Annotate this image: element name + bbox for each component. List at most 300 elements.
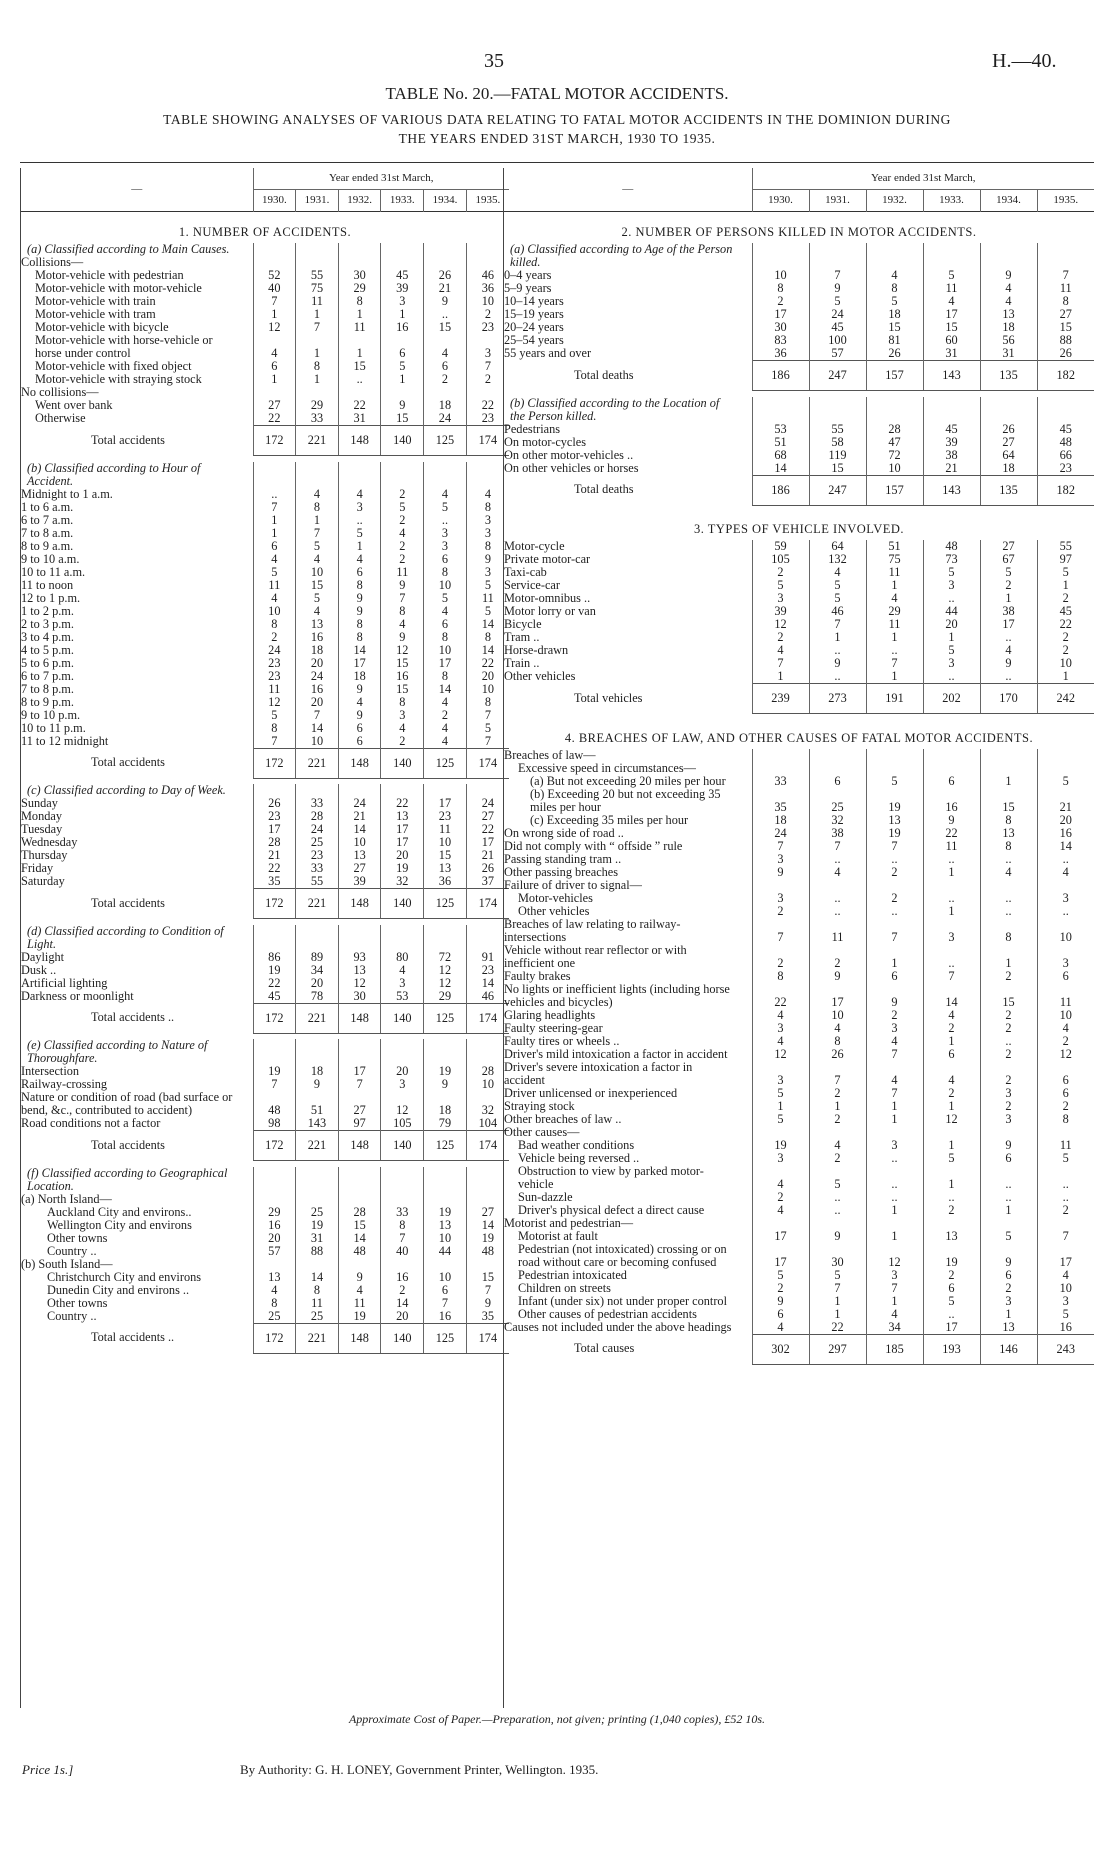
row-label: 5–9 years [504,282,552,295]
value-cell: 3 [752,1152,809,1165]
value-cell [424,1258,467,1271]
value-cell: 10 [296,566,339,579]
value-cell: 48 [466,1245,509,1258]
row-label: 9 to 10 p.m. [21,708,81,722]
leader-cell [235,243,253,256]
value-cell: 1 [980,1204,1037,1217]
leader-cell [235,889,253,919]
value-cell: 14 [466,644,509,657]
value-cell: 4 [923,295,980,308]
value-cell: 28 [296,810,339,823]
leader-cell [235,836,253,849]
value-cell: 1 [866,1204,923,1217]
value-cell: 9 [752,866,809,879]
table-row [21,295,509,308]
value-cell [296,256,339,269]
value-cell: 16 [424,1310,467,1324]
subsection-heading [21,1039,509,1065]
value-cell: 25 [253,1310,296,1324]
value-cell: 2 [809,1152,866,1165]
value-cell: 4 [253,334,296,360]
value-cell: 2 [980,970,1037,983]
section-heading [504,214,1094,243]
value-cell: 1 [809,1295,866,1308]
row-label: (a) Classified according to Age of the Person killed. [510,243,733,269]
value-cell: 21 [424,282,467,295]
row-label: Motor-vehicle with tram [35,308,156,321]
value-cell: 12 [253,696,296,709]
value-cell: 16 [1037,827,1094,840]
row-label: Saturday [21,875,65,888]
value-cell: 2 [866,1009,923,1022]
leader-cell [734,1087,752,1100]
value-cell: 1 [253,514,296,527]
value-cell: 10 [1037,1009,1094,1022]
table-row [21,797,509,810]
leader-cell [734,1334,752,1364]
group-label-row [504,749,1094,762]
value-cell: 19 [466,1232,509,1245]
value-cell: 19 [296,1219,339,1232]
value-cell: 8 [296,501,339,514]
leader-cell [235,592,253,605]
value-cell: 2 [1037,1035,1094,1048]
value-cell: 1 [866,1113,923,1126]
leader-cell [734,1165,752,1191]
leader-cell [734,970,752,983]
value-cell: 7 [338,1078,381,1091]
value-cell: 79 [424,1117,467,1131]
leader-cell [734,1230,752,1243]
value-cell: .. [866,1165,923,1191]
total-row [21,1131,509,1161]
leader-cell [235,501,253,514]
value-cell: 8 [1037,295,1094,308]
value-cell: 1 [296,308,339,321]
value-cell: 10 [1037,1282,1094,1295]
value-cell: 17 [752,308,809,321]
value-cell: 8 [338,618,381,631]
value-cell [253,784,296,797]
value-cell: 1 [866,944,923,970]
row-label: Motorist at fault [518,1229,598,1243]
row-label: Service-car [504,579,560,592]
value-cell: 2 [1037,1204,1094,1217]
value-cell: 16 [1037,1321,1094,1335]
leader-cell [734,592,752,605]
table-row [504,918,1094,944]
leader-cell [235,605,253,618]
value-cell: 17 [923,308,980,321]
row-label: 7 to 8 p.m. [21,682,74,696]
value-cell: 17 [1037,1243,1094,1269]
value-cell: 7 [866,1048,923,1061]
leader-cell [734,853,752,866]
table-row [504,944,1094,970]
row-label: Monday [21,810,62,823]
value-cell: 22 [253,977,296,990]
value-cell: 8 [980,918,1037,944]
value-cell: 10 [424,1271,467,1284]
row-label: Auckland City and environs.. [47,1205,192,1219]
value-cell: 15 [338,1219,381,1232]
value-cell: 16 [296,683,339,696]
value-cell: 2 [752,1191,809,1204]
value-cell: 15 [466,1271,509,1284]
table-row [21,1232,509,1245]
value-cell: 9 [424,295,467,308]
value-cell [866,879,923,892]
value-cell: 2 [253,631,296,644]
row-label: Other towns [47,1296,108,1310]
value-cell: 3 [381,1078,424,1091]
value-cell: 33 [752,775,809,788]
value-cell [338,386,381,399]
row-label: 20–24 years [504,321,564,334]
value-cell: 11 [424,823,467,836]
value-cell: 18 [296,1065,339,1078]
leader-cell [235,1039,253,1065]
header-blank-cell: — [622,183,634,195]
value-cell: 1 [923,1139,980,1152]
table-row [21,1284,509,1297]
leader-cell [235,1219,253,1232]
value-cell: 125 [424,889,467,919]
value-cell [809,762,866,775]
value-cell: 1 [923,631,980,644]
value-cell: 21 [338,810,381,823]
value-cell [866,243,923,269]
value-cell: 5 [980,566,1037,579]
row-label: Dunedin City and environs .. [47,1283,190,1297]
value-cell: 2 [381,735,424,749]
value-cell: 174 [466,1003,509,1033]
value-cell: 6 [752,1308,809,1321]
value-cell: 14 [466,1219,509,1232]
value-cell [424,256,467,269]
value-cell: 148 [338,1003,381,1033]
leader-cell [734,749,752,762]
value-cell: 22 [253,412,296,426]
table-row [504,540,1094,553]
value-cell: 64 [980,449,1037,462]
value-cell: 3 [980,1113,1037,1126]
value-cell: 86 [253,951,296,964]
table-row [21,1091,509,1117]
value-cell: 3 [381,977,424,990]
value-cell: .. [923,592,980,605]
value-cell: .. [866,644,923,657]
table-row [504,1230,1094,1243]
leader-cell [235,295,253,308]
value-cell: 20 [466,670,509,683]
value-cell: 12 [424,977,467,990]
value-cell: 4 [1037,1022,1094,1035]
value-cell: 2 [980,1009,1037,1022]
leader-cell [235,683,253,696]
value-cell: 31 [980,347,1037,361]
leader-cell [734,423,752,436]
value-cell: 7 [752,840,809,853]
value-cell: 23 [466,321,509,334]
value-cell: 13 [866,814,923,827]
value-cell: 31 [296,1232,339,1245]
row-label: On other motor-vehicles .. [504,448,634,462]
value-cell: 4 [1037,1269,1094,1282]
total-row [21,1323,509,1353]
value-cell [752,1217,809,1230]
row-label: Total accidents .. [91,1010,175,1024]
value-cell: 4 [980,866,1037,879]
value-cell: 1 [923,905,980,918]
value-cell: 5 [381,360,424,373]
value-cell: 17 [923,1321,980,1335]
row-label: 10–14 years [504,295,564,308]
leader-cell [734,684,752,714]
value-cell: 140 [381,748,424,778]
value-cell: 5 [866,775,923,788]
value-cell: 23 [253,657,296,670]
value-cell: 5 [1037,1152,1094,1165]
top-rule [20,162,1094,163]
total-row [21,748,509,778]
value-cell [296,1193,339,1206]
row-label: On other vehicles or horses [504,461,639,475]
table-row [504,1022,1094,1035]
table-row [21,1219,509,1232]
row-label: Other vehicles [504,670,576,683]
value-cell: 8 [752,970,809,983]
table-row [21,810,509,823]
value-cell: 22 [466,399,509,412]
value-cell: 9 [466,1297,509,1310]
total-row [21,889,509,919]
value-cell: 45 [1037,423,1094,436]
table-row [504,1113,1094,1126]
leader-cell [734,397,752,423]
value-cell: 17 [253,823,296,836]
value-cell: 8 [338,295,381,308]
value-cell: 5 [424,501,467,514]
value-cell: 19 [866,788,923,814]
value-cell: .. [980,670,1037,684]
value-cell: 16 [923,788,980,814]
row-label: Total accidents .. [91,1330,175,1344]
value-cell: 8 [752,282,809,295]
value-cell: 53 [381,990,424,1004]
value-cell [338,243,381,256]
table-row [21,540,509,553]
value-cell: 55 [296,269,339,282]
value-cell [381,925,424,951]
value-cell: 1 [253,308,296,321]
leader-cell [734,243,752,269]
row-label: Artificial lighting [21,976,108,990]
value-cell: 31 [338,412,381,426]
value-cell: 6 [1037,1087,1094,1100]
header-year-cell: 1933. [381,190,424,212]
value-cell: 2 [923,1204,980,1217]
value-cell: 15 [809,462,866,476]
row-label: Faulty brakes [504,969,571,983]
value-cell: 46 [466,269,509,282]
leader-cell [734,1139,752,1152]
table-row [21,875,509,889]
value-cell: 8 [253,1297,296,1310]
leader-cell [734,657,752,670]
row-label: No collisions— [21,386,99,399]
row-label: On motor-cycles [504,435,587,449]
value-cell [866,1126,923,1139]
value-cell: 10 [253,605,296,618]
row-label: On wrong side of road .. [504,826,624,840]
value-cell [1037,749,1094,762]
table-row [504,334,1094,347]
value-cell: 1 [809,1100,866,1113]
value-cell: 7 [381,1232,424,1245]
value-cell: 8 [424,566,467,579]
leader-cell [734,618,752,631]
leader-cell [235,386,253,399]
value-cell: 1 [752,670,809,684]
leader-cell [235,527,253,540]
value-cell: 11 [381,566,424,579]
value-cell: 191 [866,684,923,714]
table-row [21,964,509,977]
value-cell: .. [338,373,381,386]
row-label: Daylight [21,950,65,964]
row-label: Total deaths [574,367,634,382]
row-label: Dusk .. [21,963,57,977]
value-cell: 1 [338,334,381,360]
value-cell: 7 [466,735,509,749]
right-table [504,168,1094,1370]
value-cell: .. [809,853,866,866]
row-label: 1 to 2 p.m. [21,604,74,618]
value-cell: 3 [381,295,424,308]
value-cell: 13 [424,1219,467,1232]
value-cell: 15 [424,321,467,334]
value-cell: .. [923,892,980,905]
value-cell: 135 [980,361,1037,391]
value-cell: 9 [923,814,980,827]
value-cell [296,925,339,951]
row-label: (c) Exceeding 35 miles per hour [530,813,689,827]
leader-cell [734,1100,752,1113]
value-cell: 125 [424,1003,467,1033]
value-cell: 13 [980,308,1037,321]
value-cell: 15 [866,321,923,334]
value-cell: 6 [1037,970,1094,983]
value-cell: 4 [866,592,923,605]
value-cell: 57 [809,347,866,361]
value-cell: 5 [338,527,381,540]
value-cell: 2 [1037,592,1094,605]
value-cell: 132 [809,553,866,566]
leader-cell [235,334,253,360]
table-row [21,527,509,540]
value-cell: 89 [296,951,339,964]
spacer-cell [504,1364,1094,1370]
value-cell: 4 [424,696,467,709]
value-cell: 1 [866,1295,923,1308]
row-label: Intersection [21,1065,80,1078]
leader-cell [235,1232,253,1245]
leader-cell [235,1323,253,1353]
value-cell: 27 [1037,308,1094,321]
leader-cell [235,964,253,977]
value-cell: 4 [338,696,381,709]
value-cell [381,1167,424,1193]
table-row [21,308,509,321]
value-cell [253,1167,296,1193]
value-cell: 18 [980,462,1037,476]
leader-cell [235,1297,253,1310]
value-cell: 23 [424,810,467,823]
value-cell: 28 [466,1065,509,1078]
leader-cell [235,644,253,657]
value-cell [1037,762,1094,775]
value-cell: 2 [466,308,509,321]
value-cell: 4 [424,334,467,360]
row-label: Total accidents [91,432,165,447]
row-label: Motor-omnibus .. [504,592,591,605]
row-label: Sunday [21,797,58,810]
value-cell: 6 [424,553,467,566]
value-cell: 30 [338,990,381,1004]
value-cell: 5 [809,579,866,592]
value-cell: 28 [338,1206,381,1219]
value-cell: 13 [253,1271,296,1284]
value-cell: 36 [424,875,467,889]
row-label: Country .. [47,1244,97,1258]
table-row [504,347,1094,361]
value-cell [424,243,467,256]
total-row [504,1334,1094,1364]
value-cell: 221 [296,1131,339,1161]
value-cell: 26 [424,269,467,282]
value-cell: 29 [253,1206,296,1219]
value-cell: 3 [752,1061,809,1087]
value-cell: 2 [980,1282,1037,1295]
row-label: 15–19 years [504,308,564,321]
value-cell: 18 [424,399,467,412]
value-cell: 25 [296,1206,339,1219]
value-cell: 33 [296,412,339,426]
section-heading [504,720,1094,749]
value-cell: 4 [296,488,339,501]
value-cell: 19 [752,1139,809,1152]
value-cell [338,462,381,488]
leader-cell [734,814,752,827]
value-cell [424,925,467,951]
value-cell: .. [980,905,1037,918]
leader-cell [734,1308,752,1321]
leader-cell [734,436,752,449]
leader-cell [734,866,752,879]
value-cell: 6 [253,540,296,553]
value-cell [424,1039,467,1065]
value-cell: 7 [809,1061,866,1087]
leader-cell [235,540,253,553]
table-row [504,436,1094,449]
value-cell: 8 [296,360,339,373]
value-cell: 20 [253,1232,296,1245]
value-cell: 4 [809,566,866,579]
value-cell: 5 [752,1113,809,1126]
table-row [504,282,1094,295]
page-reference: H.—40. [992,50,1057,72]
